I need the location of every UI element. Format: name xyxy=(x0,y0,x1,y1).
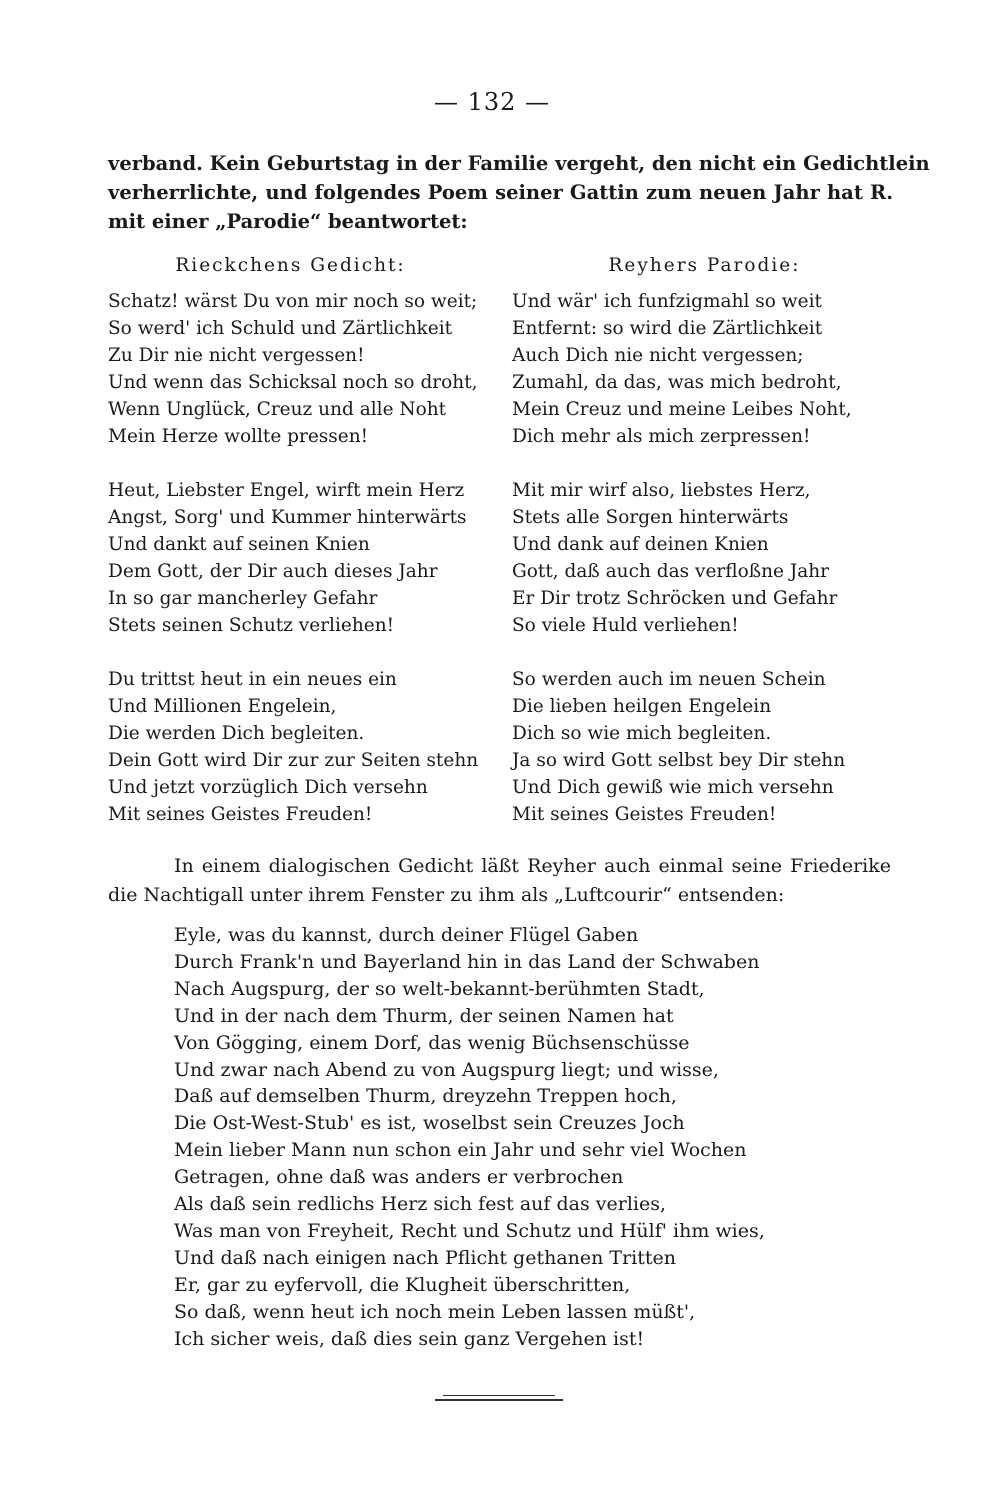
verse-line: Gott, daß auch das verfloßne Jahr xyxy=(512,561,830,582)
rule-line-thick xyxy=(435,1399,563,1401)
verse-line: Eyle, was du kannst, durch deiner Flügel Gaben xyxy=(174,924,639,946)
verse-line: Nach Augspurg, der so welt-bekannt-berühmten Stadt, xyxy=(174,977,705,1000)
right-stanza-3 xyxy=(512,666,897,828)
verse-line: Von Gögging, einem Dorf, das wenig Büchsenschüsse xyxy=(174,1031,690,1054)
verse-line: Zumahl, da das, was mich bedroht, xyxy=(512,372,842,393)
verse-line: Mein Herze wollte pressen! xyxy=(108,426,369,447)
verse-line: Er, gar zu eyfervoll, die Klugheit überschritten, xyxy=(174,1273,631,1296)
verse-line: Als daß sein redlichs Herz sich fest auf das verlies, xyxy=(174,1193,667,1216)
intro-paragraph xyxy=(108,149,930,236)
verse-line: Die lieben heilgen Engelein xyxy=(512,696,772,717)
verse-line: In so gar mancherley Gefahr xyxy=(108,588,378,609)
verse-line: Durch Frank'n und Bayerland hin in das Land der Schwaben xyxy=(174,950,760,973)
mid-line: die Nachtigall unter ihrem Fenster zu ihm als „Luftcourir“ entsenden: xyxy=(108,884,785,906)
mid-paragraph xyxy=(108,852,891,910)
verse-line: Und wär' ich funfzigmahl so weit xyxy=(512,291,822,312)
verse-line: Dich mehr als mich zerpressen! xyxy=(512,426,811,447)
left-poem-column xyxy=(108,252,483,855)
verse-line: Zu Dir nie nicht vergessen! xyxy=(108,345,365,366)
verse-line: Was man von Freyheit, Recht und Schutz und Hülf' ihm wies, xyxy=(174,1219,765,1242)
verse-line: Dem Gott, der Dir auch dieses Jahr xyxy=(108,561,438,582)
left-poem-heading: Rieckchens Gedicht: xyxy=(175,255,406,276)
verse-line: Wenn Unglück, Creuz und alle Noht xyxy=(108,399,447,420)
right-poem-column xyxy=(512,252,897,855)
verse-line: Und dank auf deinen Knien xyxy=(512,534,769,555)
verse-line: Und in der nach dem Thurm, der seinen Namen hat xyxy=(174,1004,674,1027)
verse-line: Schatz! wärst Du von mir noch so weit; xyxy=(108,291,478,312)
mid-line: In einem dialogischen Gedicht läßt Reyher auch einmal seine Friederike xyxy=(174,855,891,877)
verse-line: Du trittst heut in ein neues ein xyxy=(108,669,397,690)
right-stanza-2 xyxy=(512,477,897,639)
verse-line: Ich sicher weis, daß dies sein ganz Vergehen ist! xyxy=(174,1327,645,1350)
verse-line: Mit seines Geistes Freuden! xyxy=(512,804,777,825)
verse-line: Und wenn das Schicksal noch so droht, xyxy=(108,372,478,393)
verse-line: Mit mir wirf also, liebstes Herz, xyxy=(512,480,811,501)
verse-line: Stets alle Sorgen hinterwärts xyxy=(512,507,789,528)
intro-line: mit einer „Parodie“ beantwortet: xyxy=(108,210,468,233)
verse-line: Auch Dich nie nicht vergessen; xyxy=(512,345,804,366)
nightingale-poem xyxy=(174,922,834,1353)
intro-line: verherrlichte, und folgendes Poem seiner Gattin zum neuen Jahr hat R. xyxy=(108,181,893,204)
verse-line: Getragen, ohne daß was anders er verbrochen xyxy=(174,1166,624,1189)
right-poem-heading: Reyhers Parodie: xyxy=(608,255,801,276)
verse-line: Er Dir trotz Schröcken und Gefahr xyxy=(512,588,838,609)
verse-line: Ja so wird Gott selbst bey Dir stehn xyxy=(512,750,846,771)
verse-line: Mit seines Geistes Freuden! xyxy=(108,804,373,825)
verse-line: Dein Gott wird Dir zur zur Seiten stehn xyxy=(108,750,479,771)
verse-line: So viele Huld verliehen! xyxy=(512,615,739,636)
verse-line: Und daß nach einigen nach Pflicht gethanen Tritten xyxy=(174,1246,676,1269)
verse-line: Und zwar nach Abend zu von Augspurg liegt; und wisse, xyxy=(174,1058,719,1081)
verse-line: Und jetzt vorzüglich Dich versehn xyxy=(108,777,428,798)
verse-line: So werd' ich Schuld und Zärtlichkeit xyxy=(108,318,453,339)
verse-line: Entfernt: so wird die Zärtlichkeit xyxy=(512,318,823,339)
verse-line: Stets seinen Schutz verliehen! xyxy=(108,615,395,636)
verse-line: Daß auf demselben Thurm, dreyzehn Treppen hoch, xyxy=(174,1085,677,1108)
section-end-rule xyxy=(435,1395,563,1401)
page-number: — 132 — xyxy=(433,88,551,116)
left-stanza-3 xyxy=(108,666,483,828)
verse-line: So daß, wenn heut ich noch mein Leben lassen müßt', xyxy=(174,1300,696,1323)
verse-line: Mein lieber Mann nun schon ein Jahr und sehr viel Wochen xyxy=(174,1139,747,1162)
verse-line: Dich so wie mich begleiten. xyxy=(512,723,772,744)
verse-line: Angst, Sorg' und Kummer hinterwärts xyxy=(108,507,467,528)
verse-line: Und Dich gewiß wie mich versehn xyxy=(512,777,834,798)
left-stanza-1 xyxy=(108,288,483,450)
right-stanza-1 xyxy=(512,288,897,450)
verse-line: Und Millionen Engelein, xyxy=(108,696,337,717)
left-stanza-2 xyxy=(108,477,483,639)
verse-line: Die Ost-West-Stub' es ist, woselbst sein Creuzes Joch xyxy=(174,1112,685,1135)
verse-line: Mein Creuz und meine Leibes Noht, xyxy=(512,399,852,420)
intro-line: verband. Kein Geburtstag in der Familie vergeht, den nicht ein Gedichtlein xyxy=(108,152,930,175)
verse-line: Heut, Liebster Engel, wirft mein Herz xyxy=(108,480,465,501)
verse-line: So werden auch im neuen Schein xyxy=(512,669,826,690)
verse-line: Die werden Dich begleiten. xyxy=(108,723,365,744)
verse-line: Und dankt auf seinen Knien xyxy=(108,534,370,555)
rule-line-thin xyxy=(443,1395,555,1396)
